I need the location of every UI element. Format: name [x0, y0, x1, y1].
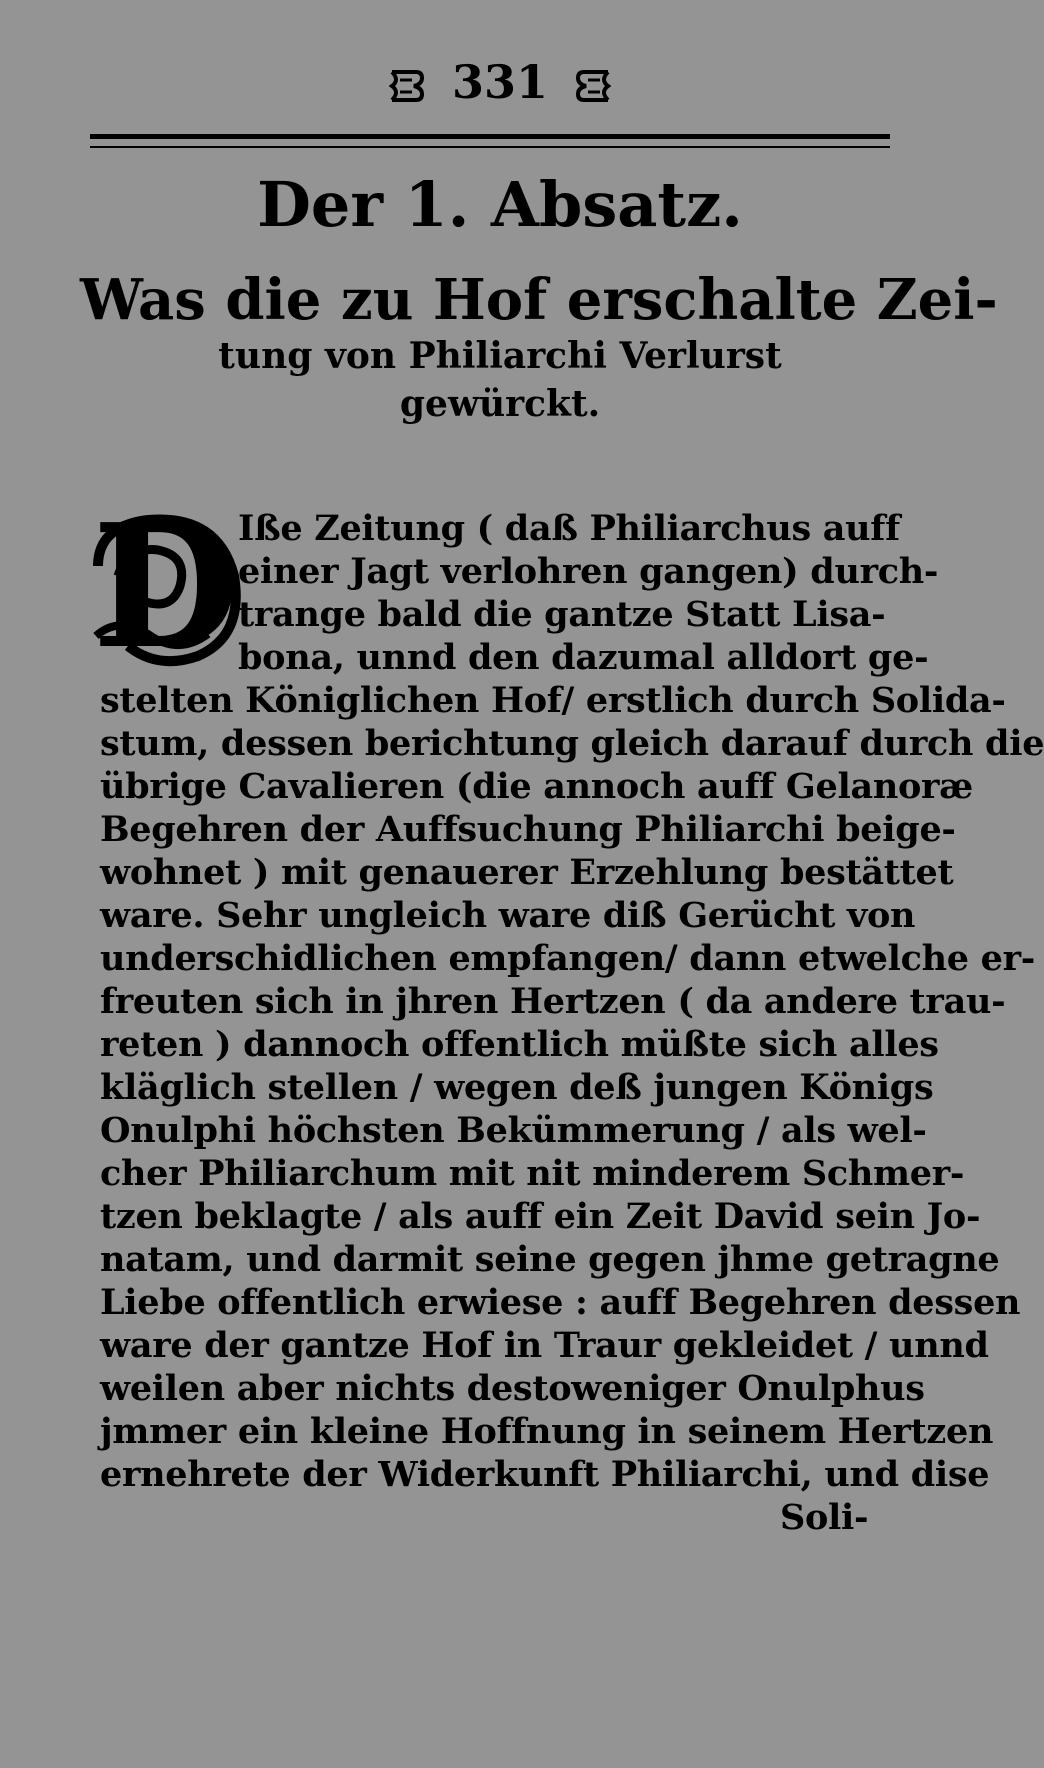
subtitle-line-3: gewürckt. [399, 383, 601, 425]
body-line: ware der gantze Hof in Traur gekleidet / unnd [100, 1325, 989, 1366]
subtitle-line-1: Was die zu Hof erschalte Zei- [80, 267, 998, 333]
catchword: Soli- [780, 1497, 869, 1538]
body-line: natam, und darmit seine gegen jhme getragne [100, 1239, 1000, 1280]
body-line: kläglich stellen / wegen deß jungen Königs [100, 1067, 934, 1108]
body-line: freuten sich in jhren Hertzen ( da andere trau- [100, 981, 1006, 1022]
body-line: bona, unnd den dazumal alldort ge- [238, 637, 929, 678]
page-header [0, 52, 1000, 112]
chapter-subtitle [80, 267, 998, 428]
header-rule-thin [90, 146, 890, 148]
drop-cap-letter: D [92, 487, 240, 687]
body-line: trange bald die gantze Statt Lisa- [238, 594, 886, 635]
body-line: tzen beklagte / als auff ein Zeit David sein Jo- [100, 1196, 981, 1237]
body-line: übrige Cavalieren (die annoch auff Gelanoræ [100, 766, 973, 807]
body-line: Iße Zeitung ( daß Philiarchus auff [238, 508, 900, 549]
body-line: underschidlichen empfangen/ dann etwelche er- [100, 938, 1035, 979]
subtitle-line-2: tung von Philiarchi Verlurst [218, 335, 782, 377]
left-ornament-icon [386, 66, 426, 106]
body-line: Begehren der Auffsuchung Philiarchi beige- [100, 809, 956, 850]
body-line: ware. Sehr ungleich ware diß Gerücht von [100, 895, 916, 936]
body-line: jmmer ein kleine Hoffnung in seinem Hertzen [100, 1411, 994, 1452]
body-line: reten ) dannoch offentlich müßte sich alles [100, 1024, 939, 1065]
body-line: einer Jagt verlohren gangen) durch- [238, 551, 939, 592]
header-rule-thick [90, 134, 890, 139]
drop-cap-initial [88, 487, 244, 687]
body-line: cher Philiarchum mit nit minderem Schmer- [100, 1153, 965, 1194]
page-number: 331 [451, 55, 549, 109]
body-line: Liebe offentlich erwiese : auff Begehren dessen [100, 1282, 1021, 1323]
body-line: stum, dessen berichtung gleich darauf durch die [100, 723, 1044, 764]
body-line: weilen aber nichts destoweniger Onulphus [100, 1368, 925, 1409]
body-line: wohnet ) mit genauerer Erzehlung bestättet [100, 852, 954, 893]
body-line: ernehrete der Widerkunft Philiarchi, und dise [100, 1454, 990, 1495]
right-ornament-icon [574, 66, 614, 106]
section-title: Der 1. Absatz. [257, 168, 743, 241]
body-line: stelten Königlichen Hof/ erstlich durch Solida- [100, 680, 1006, 721]
body-line: Onulphi höchsten Bekümmerung / als wel- [100, 1110, 927, 1151]
